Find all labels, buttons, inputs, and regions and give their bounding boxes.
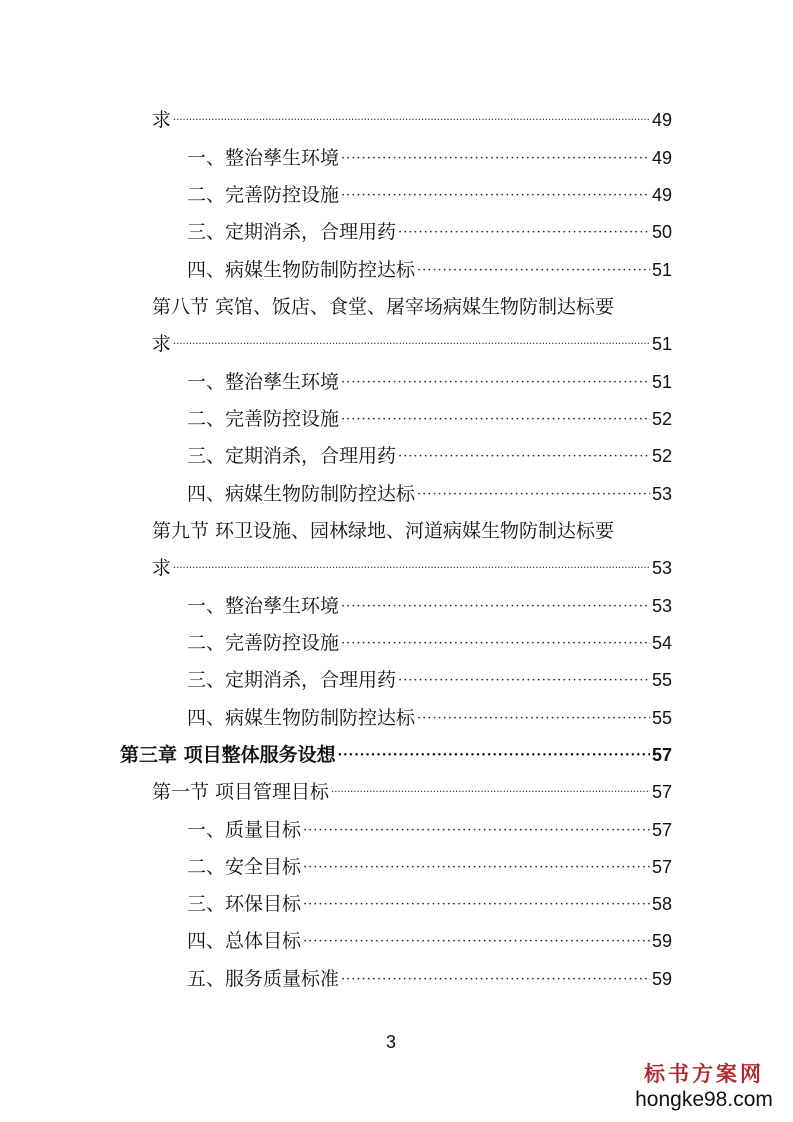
toc-entry-text: 第三章 项目整体服务设想 (120, 744, 336, 766)
toc-leader-dots (341, 372, 650, 394)
toc-entry-text: 一、整治孳生环境 (187, 595, 340, 617)
toc-entry-text: 二、完善防控设施 (187, 632, 340, 654)
toc-entry-text: 三、定期消杀，合理用药 (187, 221, 397, 243)
toc-entry[interactable] (187, 399, 672, 431)
toc-leader-dots (341, 185, 650, 207)
toc-entry[interactable] (187, 362, 672, 394)
toc-entry[interactable] (187, 847, 672, 879)
toc-leader-dots (303, 857, 650, 879)
toc-entry[interactable] (187, 660, 672, 692)
toc-entry-page: 53 (651, 484, 672, 504)
toc-entry[interactable] (152, 324, 672, 356)
toc-entry-page: 53 (651, 596, 672, 616)
toc-leader-dots (173, 110, 650, 132)
toc-leader-dots (341, 409, 650, 431)
watermark (629, 1058, 779, 1112)
toc-entry[interactable] (187, 623, 672, 655)
toc-section-entry[interactable] (152, 772, 672, 804)
toc-entry-page: 50 (651, 222, 672, 242)
toc-leader-dots (398, 446, 650, 468)
toc-leader-dots (303, 894, 650, 916)
toc-leader-dots (341, 633, 650, 655)
toc-leader-dots (303, 820, 650, 842)
toc-leader-dots (398, 222, 650, 244)
toc-entry-page: 59 (651, 969, 672, 989)
toc-leader-dots (341, 148, 650, 170)
toc-entry-page: 52 (651, 446, 672, 466)
toc-leader-dots (303, 931, 650, 953)
toc-entry-text: 四、总体目标 (187, 930, 302, 952)
page-number: 3 (386, 1032, 397, 1052)
toc-leader-dots (331, 782, 650, 804)
toc-entry-page: 51 (651, 260, 672, 280)
toc-entry[interactable] (187, 138, 672, 170)
toc-entry[interactable] (187, 175, 672, 207)
toc-entry-page: 55 (651, 670, 672, 690)
toc-entry[interactable] (187, 586, 672, 618)
toc-leader-dots (173, 334, 650, 356)
toc-entry-text: 四、病媒生物防制防控达标 (187, 707, 416, 729)
toc-entry[interactable] (152, 100, 672, 132)
toc-entry-text: 二、安全目标 (187, 856, 302, 878)
toc-leader-dots (341, 969, 650, 991)
toc-entry-text: 求 (152, 557, 172, 579)
toc-entry-page: 53 (651, 558, 672, 578)
toc-entry[interactable] (187, 436, 672, 468)
toc-entry-page: 58 (651, 894, 672, 914)
toc-leader-dots (338, 745, 650, 767)
toc-entry-page: 49 (651, 148, 672, 168)
toc-entry-page: 52 (651, 409, 672, 429)
toc-entry-text: 四、病媒生物防制防控达标 (187, 483, 416, 505)
toc-entry-page: 51 (651, 372, 672, 392)
toc-entry[interactable] (187, 921, 672, 953)
toc-entry-page: 54 (651, 633, 672, 653)
toc-entry-page: 57 (651, 857, 672, 877)
toc-entry[interactable] (152, 548, 672, 580)
toc-entry[interactable] (187, 474, 672, 506)
toc-entry[interactable] (187, 810, 672, 842)
watermark-title: 标书方案网 (644, 1061, 764, 1086)
toc-section-heading[interactable]: 第九节 环卫设施、园林绿地、河道病媒生物防制达标要 (152, 520, 615, 542)
toc-entry-text: 三、定期消杀，合理用药 (187, 445, 397, 467)
toc-entry[interactable] (187, 959, 672, 991)
toc-entry-text: 二、完善防控设施 (187, 408, 340, 430)
toc-entry-page: 57 (651, 782, 672, 802)
toc-entry-text: 求 (152, 333, 172, 355)
toc-entry-text: 第一节 项目管理目标 (152, 781, 330, 803)
toc-chapter-entry[interactable] (120, 735, 672, 767)
toc-entry[interactable] (187, 698, 672, 730)
toc-entry-page: 57 (651, 820, 672, 840)
toc-entry-page: 49 (651, 185, 672, 205)
toc-entry-text: 二、完善防控设施 (187, 184, 340, 206)
toc-entry[interactable] (187, 250, 672, 282)
toc-entry[interactable] (187, 212, 672, 244)
toc-leader-dots (398, 670, 650, 692)
toc-entry-text: 三、定期消杀，合理用药 (187, 669, 397, 691)
toc-entry-text: 三、环保目标 (187, 893, 302, 915)
toc-entry-text: 四、病媒生物防制防控达标 (187, 259, 416, 281)
toc-leader-dots (173, 558, 650, 580)
toc-entry[interactable] (187, 884, 672, 916)
toc-leader-dots (417, 708, 650, 730)
toc-leader-dots (417, 260, 650, 282)
toc-leader-dots (341, 596, 650, 618)
toc-entry-text: 五、服务质量标准 (187, 968, 340, 990)
toc-section-heading[interactable]: 第八节 宾馆、饭店、食堂、屠宰场病媒生物防制达标要 (152, 296, 615, 318)
toc-entry-text: 一、质量目标 (187, 819, 302, 841)
toc-entry-page: 49 (651, 110, 672, 130)
toc-leader-dots (417, 484, 650, 506)
toc-entry-page: 57 (651, 745, 672, 765)
watermark-site: hongke98.com (635, 1088, 773, 1111)
toc-entry-text: 一、整治孳生环境 (187, 147, 340, 169)
toc-entry-page: 55 (651, 708, 672, 728)
toc-entry-text: 求 (152, 109, 172, 131)
toc-entry-text: 一、整治孳生环境 (187, 371, 340, 393)
toc-entry-page: 59 (651, 931, 672, 951)
toc-entry-page: 51 (651, 334, 672, 354)
